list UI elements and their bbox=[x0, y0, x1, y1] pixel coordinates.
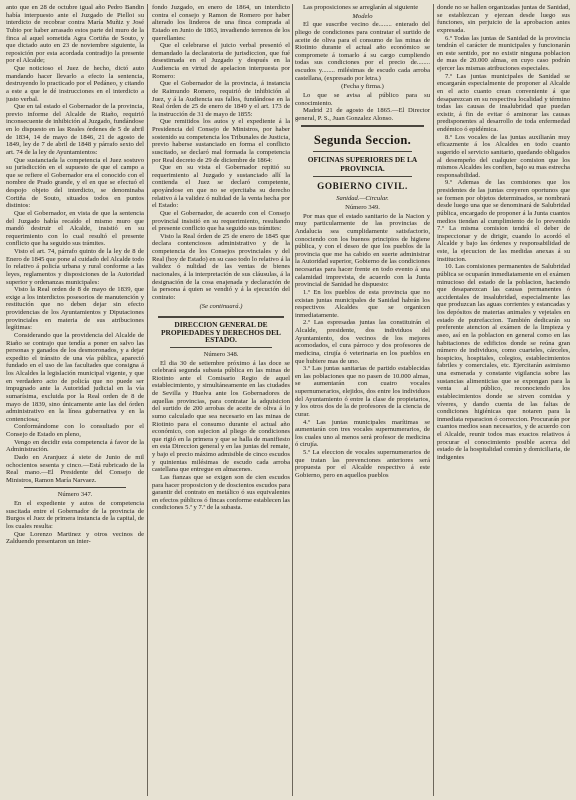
column-rule bbox=[292, 4, 293, 796]
paragraph: Por mas que el estado sanitario de la Nacion y muy particularmente de las provincias de Andalucia sea cumplidamente satisfactorio, conociendo con los buenos principios de higiene pública, y con el deseo de que los pueblos de la provincia que me ha cabido en suerte administrar la Autoridad superior, Gobierno de las condiciones necesarias para hacer frente en todo evento á una calamidad imprevista, de acuerdo con la Junta provincial de Sanidad he dispuesto: bbox=[295, 212, 430, 289]
paragraph: Visto el art. 74, párrafo quinto de la ley de 8 de Enero de 1845 que pone al cuidado del Alcalde todo lo relativo á policía urbana y rural conforme a las leyes, reglamentos y disposiciones de la Autoridad superior y ordenanzas municipales: bbox=[6, 248, 144, 286]
circular-title: Sanidad.—Circular. bbox=[336, 195, 389, 203]
divider bbox=[24, 487, 126, 488]
paragraph: Que el Gobernador de la provincia, á instancia de Raimundo Romero, requirió de inhibición al Juez, y á la Audiencia sus fallos, fundándose en la Real órden de 25 de enero de 1849 y el art. 173 de la instrucción de 31 de mayo de 1855: bbox=[152, 80, 290, 118]
divider bbox=[301, 125, 424, 127]
paragraph: 8.º Los vocales de las juntas auxiliarán muy eficazmente á los Alcaldes en todo cuanto sugerido el servicio sanitario, quedando obligados al desempeño del cualquier comision que los mismos Alcaldes les confien, bajo su mas estrecha responsabilidad. bbox=[437, 133, 570, 179]
section-title: Segunda Seccion. bbox=[313, 133, 412, 148]
paragraph: 7.º Las juntas municipales de Sanidad se encargarán especialmente de proponer al Alcalde en el acto cuanto crean conveniente á que desaparezcan en su respectiva localidad y término todas las causas de insalubridad que puedan existir, á fin de evitar ó aminorar las causas predisponentes al desarrollo de toda enfermedad endémico ó epidémica. bbox=[437, 72, 570, 133]
paragraph: Que remitidos los autos y el expediente á la Presidencia del Consejo de Ministros, por haber sostenido su competencia los Tribunales de Justicia, previo haberse sustanciado en forma el conflicto suscitado, se declaró mal formada la competencia por Real decreto de 29 de diciembre de 1864: bbox=[152, 118, 290, 164]
paragraph: Visto la Real órden de 25 de enero de 1845 que declara contenciosos administrativo y de la competencia de los Consejos provinciales y del Real (hoy de Estado) en su caso todo lo relativo á la validez ó nulidad de las ventas de bienes nacionales, á la interpretación de sus cláusulas, á la designación de la cosa enajenada y declaración de la persona á quien se vendió y á la ejecución del contrato: bbox=[152, 232, 290, 301]
paragraph: Visto la Real orden de 8 de mayo de 1839, que exige a los interdictos posesorios de manutención y restitución que no deben dejar sin efecto providencias de los Ayuntamientos y Diputaciones provinciales en materia de sus atribuciones legítimas: bbox=[6, 286, 144, 332]
paragraph: Vengo en decidir esta competencia á favor de la Administración. bbox=[6, 438, 144, 454]
paragraph: donde no se hallen organizadas juntas de Sanidad, se establezcan y ejerzan desde luego sus funciones, sin perjuicio de la aprobacion antes expresada. bbox=[437, 4, 570, 34]
section-heading: DIRECCION GENERAL DE PROPIEDADES Y DERECHOS DEL ESTADO. bbox=[161, 320, 281, 345]
column-4 bbox=[437, 4, 570, 796]
decree-number: Número 347. bbox=[57, 491, 93, 499]
paragraph: El dia 30 de setiembre próximo á las doce se celebrará segunda subasta pública en las minas de Riotinto ante el Comisario Regio de aquel establecimiento, y simultáneamente en las ciudades de Sevilla y Huelva ante los Gobernadores de aquellas provincias, para contratar la adquisicion del surtido de 200 arrobas de aceite de oliva á lo sumo calculado que sea necesario en las minas de Riotinto para el consumo durante el actual año económico, con sujecion al pliego de condiciones que rigió en la primera y que se halla de manifiesto en esta Direccion general y en las juntas del remate, y bajo el precio máximo admisible de cinco escudos y quinientas milésimas de escudo cada arroba castellana que entregue en almacenes. bbox=[152, 359, 290, 474]
notice-number: Número 348. bbox=[203, 350, 239, 358]
paragraph: Que en su vista el Gobernador repitió su requerimiento al Juzgado y sustanciado allí la contienda el Juez se declaró competente, apoyándose en que no se ejercitaba su derecho relativo á la validez ó nulidad de la venta hecha por el Estado: bbox=[152, 164, 290, 210]
paragraph: Considerando que la providencia del Alcalde de Riaño se contrajo que tendía a poner en salvo las personas y ganados de los desmoronados, y a dejar expedito el tránsito de una vía pública, apareció fundado en el uso de las facultades que consigna á los Alcaldes la legislación municipal vigente, y que en verdadero acto de policía que no puede ser impugnado ante la Autoridad judicial en la vía sumarísima, excluida por la Real orden de 8 de mayo de 1839, sino únicamente ante las del órden administrativo en la línea gubernativa y en la contenciosa; bbox=[6, 331, 144, 423]
paragraph: Madrid 21 de agosto de 1865.—El Director general, P. S., Juan Gonzalez Alonso. bbox=[295, 107, 430, 122]
paragraph: 2.º Las espresadas juntas las constituirán el Alcalde, presidente, dos individuos del Ayuntamiento, dos vecinos de los mejores acomodados, el cura párroco y dos profesores de medicina, cirujía ó veterinaria en los pueblos en que hubiere mas de uno. bbox=[295, 319, 430, 365]
model-heading: Modelo bbox=[352, 12, 373, 20]
paragraph: 10. Las comisiones permanentes de Salubridad pública se ocuparán inmediatamente en el exámen minucioso del estado de la poblacion, haciendo que desaparezcan las causas permanentes ó accidentales de insalubridad, especialmente las que produzcan las aguas corrientes y estancadas y los depósitos de materias animales y vejetales en estado de putrefaccion. También dedicarán su preferente atencion al exámen de la limpieza y aseo, así en la poblacion en general como en las habitaciones de edificios donde se reúna gran número de individuos, como cuarteles, cárceles, hospicios, hospitales, colegios, establecimientos fabriles y comerciales, etc. Ejercitarán asimismo una esmerada y constante vigilancia sobre las sustancias alimenticias que se expongan para la venta al público, reconociendo los establecimientos donde se sirven comidas y víveres, y dando cuenta de las faltas de condiciones higiénicas que notaren para la inmediata reparacion ó correccion. Procurarán por cuantos medios sean necesarios, y de acuerdo con el Alcalde, reunir todos mas exactos relativos á procurar el conocimiento posible acerca del estado de la hospitalidad común y domiciliaria, de indigentes bbox=[437, 263, 570, 461]
paragraph: Que en tal estado el Gobernador de la provincia, previo informe del Alcalde de Riaño, requirió inconsecuente de inhibición al Juzgado, fundándose en lo dispuesto en las Reales órdenes de 5 de abril de 1834, 14 de mayo de 1846, 21 de agosto de 1849, ley de 7 de abril de 1848 y párrafo sexto del art. 74 de la ley de Ayuntamientos: bbox=[6, 103, 144, 156]
paragraph: fondo Juzgado, en enero de 1864, un interdicto contra el consejo y Ramon de Romero por haber alterado los linderos de una finca comprada al Estado en Junio de 1863, invadiendo terrenos de los querellantes: bbox=[152, 4, 290, 42]
paragraph: Que el Gobernador, de acuerdo con el Consejo provincial insistió en su requerimiento, resultando el presente conflicto que ha seguido sus trámites: bbox=[152, 209, 290, 233]
divider bbox=[313, 176, 412, 177]
paragraph: Conformándome con lo consultado por el Consejo de Estado en pleno, bbox=[6, 423, 144, 438]
circular-number: Número 349. bbox=[345, 204, 380, 211]
paragraph: El que suscribe vecino de........ enterado del pliego de condiciones para contratar el surtido de aceite de oliva para el consumo de las minas de Riotinto durante el actual año económico se compromete á tomarlo á su cargo cumpliendo todas sus condiciones por el precio de........ escudos y........ milésimas de escudo cada arroba castellana, (expresado por letra.) bbox=[295, 21, 430, 82]
column-2 bbox=[152, 4, 290, 796]
paragraph: 4.º Las juntas municipales marítimas se aumentarán con tres vocales supernumerarios, de los cuales uno al menos será profesor de medicina ó cirujía. bbox=[295, 418, 430, 449]
subsection-heading: OFICINAS SUPERIORES DE LA PROVINCIA. bbox=[307, 155, 418, 174]
paragraph: Las proposiciones se arreglarán al siguiente bbox=[303, 4, 419, 11]
paragraph: 9.º Ademas de las comisiones que los presidentes de las juntas creyeren oportunos que se formen por objetos determinados, se nombrará desde luego una que se denominará de Salubridad pública, encargado de proponer á la Junta cuantos medios tiendan al cumplimiento de lo prevenido 7.º La misma comision tendrá el deber de inspeccionar y de dirigir, cuando lo acordó el Alcalde y bajo las órdenes y responsabilidad de este, la ejecucion de las medidas anexas á su institucion. bbox=[437, 179, 570, 263]
paragraph: Las fianzas que se exigen son de cien escudos para hacer proposicion y de doscientos escudos para garantir del contrato en metálico ó sus equivalentes en efectos públicos ó fincas conforme establecen las condiciones 5.ª y 7.ª de la subasta. bbox=[152, 473, 290, 512]
paragraph: 6.º Todas las juntas de Sanidad de la provincia tendrán el carácter de municipales y funcionarán en este sentido, por no existir ninguna poblacion de mas de 20.000 almas, en cuyo caso podrán ejercer las mismas atribuciones especiales. bbox=[437, 34, 570, 72]
paragraph: Que sustanciada la competencia el Juez sostuvo su jurisdicción en el supuesto de que el campo a que se refiere el Gobernador era el conocido con el nombre de Prado grande, y el en que se efectuó el despojo objeto del interdicto, se denominaba Cortiña de Souto, situados todos en puntos distintos: bbox=[6, 156, 144, 210]
paragraph: Que noticioso el Juez de hecho, dictó auto mandando hacer llevarlo a efecto la sentencia, destruyendo lo practicado por el Pedáneo, y citando a este a que le dé instrucciones en el interdicto a justo verbal. bbox=[6, 65, 144, 103]
column-rule bbox=[433, 4, 434, 796]
paragraph: Que el Gobernador, en vista de que la sentencia del Juzgado había recaído el mismo muro que mandó destruir el Alcalde, insistió en su requerimiento con lo cual resultó el presente conflicto que ha seguido sus trámites. bbox=[6, 209, 144, 248]
paragraph: Que Lorenzo Martinez y otros vecinos de Zalduendo presentaron un inter- bbox=[6, 530, 144, 546]
department-heading: GOBIERNO CIVIL. bbox=[317, 181, 408, 192]
paragraph: 3.º Las juntas sanitarias de partido establecidas en las poblaciones que no pasen de 10.000 almas, se aumentarán con cuatro vocales supernumerarios, elejidos, dos entre los individuos del Ayuntamiento ó entre la clase de propietarios, y los otros dos de la de profesores de la ciencia de curar. bbox=[295, 365, 430, 418]
column-1 bbox=[6, 4, 144, 796]
paragraph: Lo que se avisa al público para su conocimiento. bbox=[295, 91, 430, 107]
date-signature-note: (Fecha y firma.) bbox=[341, 83, 384, 91]
divider bbox=[170, 347, 272, 348]
continuation-note: (Se continuará.) bbox=[199, 303, 243, 311]
signature-paragraph: Dado en Aranjuez á siete de Junio de mil ochocientos sesenta y cinco.—Está rubricado de la Real mano.—El Presidente del Consejo de Ministros, Ramon María Narvaez. bbox=[6, 453, 144, 484]
paragraph: 1.º En los pueblos de esta provincia que no existan juntas municipales de Sanidad habrán los respectivos Alcaldes que se organicen inmediatamente. bbox=[295, 288, 430, 319]
paragraph: Que el celebrarse el juicio verbal presentó el demandado la declaratoria de jurisdiccion, que fué desestimada en el Juzgado y después en la Audiencia en virtud de apelacion interpuesta por Romero: bbox=[152, 42, 290, 80]
paragraph: En el expediente y autos de competencia suscitada entre el Gobernador de la provincia de Burgos el Juez de primera instancia de la capital, de los cuales resulta: bbox=[6, 500, 144, 530]
paragraph: anto que en 28 de octubre igual año Pedro Bandin había interpuesto ante el Juzgado de Pielloi su interdicto de recobrar contra María Muñiz y José Tubio por haber arrasado estos parte del muro de la finca al aquel sometida Agra Cortiña de Souto, y que dictado auto en 23 de noviembre siguiente, la reposición por esta acordada contradijo la presente por el Alcalde; bbox=[6, 4, 144, 65]
column-rule bbox=[147, 4, 148, 796]
divider bbox=[158, 316, 284, 318]
divider bbox=[313, 151, 412, 152]
column-3 bbox=[295, 4, 430, 796]
paragraph: 5.º La eleccion de vocales supernumerarios de que tratan las prevenciones anteriores será propuesta por el Alcalde respectivo á este Gobierno, pero en aquellos pueblos bbox=[295, 449, 430, 479]
